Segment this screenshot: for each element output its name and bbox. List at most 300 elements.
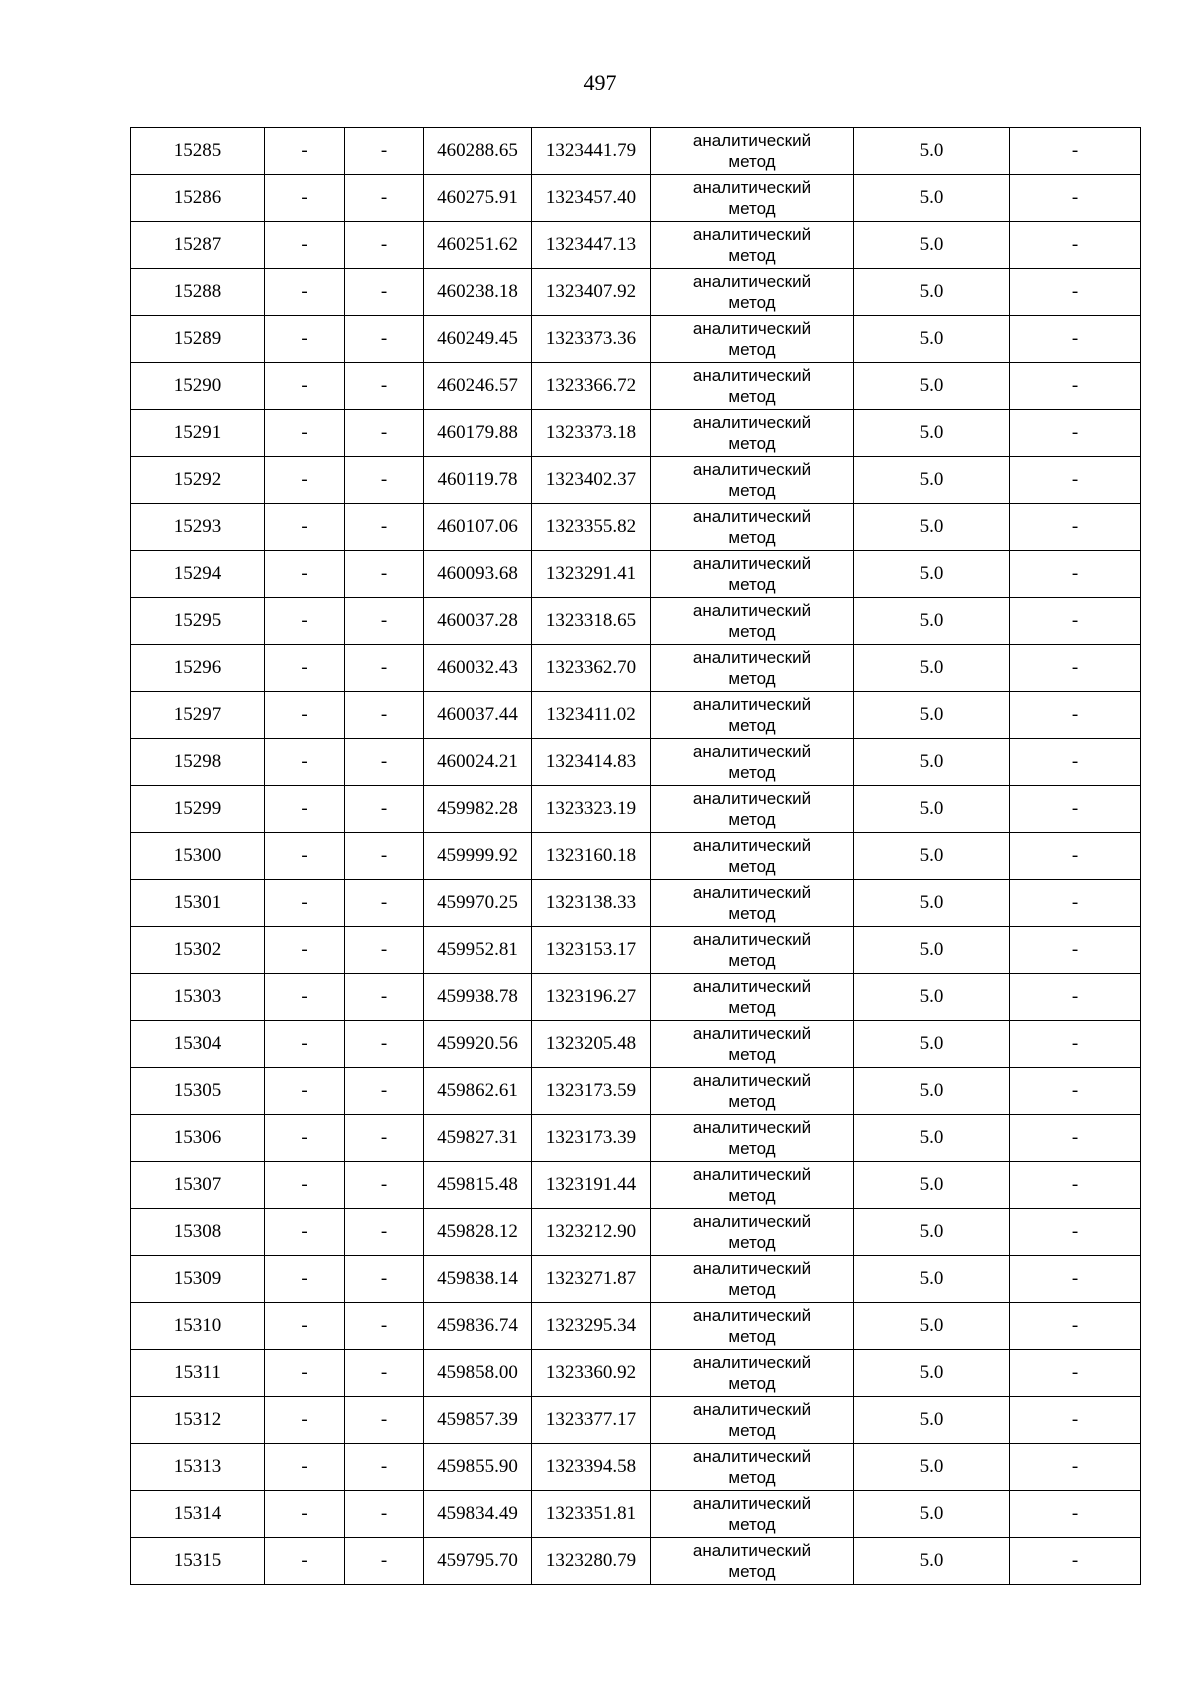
point-id-cell: 15299 — [131, 786, 265, 833]
table-row — [131, 1491, 1141, 1538]
method-cell — [651, 316, 854, 363]
empty-dash-cell: - — [265, 1021, 345, 1068]
y-coordinate-cell: 1323414.83 — [532, 739, 651, 786]
method-cell — [651, 1538, 854, 1585]
method-cell — [651, 128, 854, 175]
empty-dash-cell: - — [265, 269, 345, 316]
y-coordinate-cell: 1323318.65 — [532, 598, 651, 645]
note-cell: - — [1010, 1256, 1141, 1303]
point-id-cell: 15292 — [131, 457, 265, 504]
empty-dash-cell: - — [345, 363, 424, 410]
y-coordinate-cell: 1323377.17 — [532, 1397, 651, 1444]
accuracy-cell: 5.0 — [854, 410, 1010, 457]
method-cell — [651, 786, 854, 833]
x-coordinate-cell: 460249.45 — [424, 316, 532, 363]
accuracy-cell: 5.0 — [854, 1303, 1010, 1350]
x-coordinate-cell: 460107.06 — [424, 504, 532, 551]
method-line-2: метод — [728, 716, 776, 735]
y-coordinate-cell: 1323160.18 — [532, 833, 651, 880]
point-id-cell: 15291 — [131, 410, 265, 457]
table-row — [131, 1444, 1141, 1491]
method-line-1: аналитический — [692, 648, 812, 667]
method-line-1: аналитический — [692, 1212, 812, 1231]
empty-dash-cell: - — [265, 1303, 345, 1350]
note-cell: - — [1010, 504, 1141, 551]
empty-dash-cell: - — [345, 786, 424, 833]
y-coordinate-cell: 1323173.39 — [532, 1115, 651, 1162]
note-cell: - — [1010, 833, 1141, 880]
point-id-cell: 15290 — [131, 363, 265, 410]
page-number: 497 — [583, 70, 617, 95]
y-coordinate-cell: 1323196.27 — [532, 974, 651, 1021]
empty-dash-cell: - — [265, 1397, 345, 1444]
note-cell: - — [1010, 410, 1141, 457]
method-line-1: аналитический — [692, 1306, 812, 1325]
accuracy-cell: 5.0 — [854, 1538, 1010, 1585]
point-id-cell: 15311 — [131, 1350, 265, 1397]
method-line-1: аналитический — [692, 507, 812, 526]
method-line-2: метод — [728, 152, 776, 171]
note-cell: - — [1010, 1068, 1141, 1115]
method-cell — [651, 1068, 854, 1115]
point-id-cell: 15288 — [131, 269, 265, 316]
method-line-1: аналитический — [692, 1494, 812, 1513]
note-cell: - — [1010, 1209, 1141, 1256]
x-coordinate-cell: 459862.61 — [424, 1068, 532, 1115]
method-line-1: аналитический — [692, 1118, 812, 1137]
accuracy-cell: 5.0 — [854, 1397, 1010, 1444]
empty-dash-cell: - — [345, 1115, 424, 1162]
accuracy-cell: 5.0 — [854, 880, 1010, 927]
x-coordinate-cell: 460179.88 — [424, 410, 532, 457]
x-coordinate-cell: 459827.31 — [424, 1115, 532, 1162]
empty-dash-cell: - — [345, 598, 424, 645]
method-line-1: аналитический — [692, 695, 812, 714]
note-cell: - — [1010, 363, 1141, 410]
accuracy-cell: 5.0 — [854, 1350, 1010, 1397]
x-coordinate-cell: 460093.68 — [424, 551, 532, 598]
x-coordinate-cell: 459970.25 — [424, 880, 532, 927]
empty-dash-cell: - — [345, 1162, 424, 1209]
point-id-cell: 15308 — [131, 1209, 265, 1256]
empty-dash-cell: - — [265, 1444, 345, 1491]
accuracy-cell: 5.0 — [854, 927, 1010, 974]
method-line-2: метод — [728, 622, 776, 641]
empty-dash-cell: - — [265, 1068, 345, 1115]
method-line-1: аналитический — [692, 554, 812, 573]
method-cell — [651, 222, 854, 269]
method-line-2: метод — [728, 481, 776, 500]
method-line-1: аналитический — [692, 1071, 812, 1090]
table-row — [131, 128, 1141, 175]
point-id-cell: 15304 — [131, 1021, 265, 1068]
method-line-1: аналитический — [692, 225, 812, 244]
method-line-1: аналитический — [692, 1353, 812, 1372]
accuracy-cell: 5.0 — [854, 786, 1010, 833]
point-id-cell: 15306 — [131, 1115, 265, 1162]
empty-dash-cell: - — [265, 598, 345, 645]
method-line-1: аналитический — [692, 601, 812, 620]
method-cell — [651, 880, 854, 927]
method-line-1: аналитический — [692, 366, 812, 385]
empty-dash-cell: - — [345, 1303, 424, 1350]
note-cell: - — [1010, 645, 1141, 692]
y-coordinate-cell: 1323173.59 — [532, 1068, 651, 1115]
empty-dash-cell: - — [265, 833, 345, 880]
point-id-cell: 15310 — [131, 1303, 265, 1350]
empty-dash-cell: - — [265, 927, 345, 974]
table-row — [131, 1303, 1141, 1350]
x-coordinate-cell: 460238.18 — [424, 269, 532, 316]
method-line-1: аналитический — [692, 742, 812, 761]
point-id-cell: 15305 — [131, 1068, 265, 1115]
x-coordinate-cell: 460119.78 — [424, 457, 532, 504]
method-line-2: метод — [728, 434, 776, 453]
x-coordinate-cell: 459982.28 — [424, 786, 532, 833]
empty-dash-cell: - — [345, 1256, 424, 1303]
empty-dash-cell: - — [345, 1021, 424, 1068]
empty-dash-cell: - — [345, 1491, 424, 1538]
table-row — [131, 269, 1141, 316]
method-line-2: метод — [728, 1374, 776, 1393]
note-cell: - — [1010, 1538, 1141, 1585]
empty-dash-cell: - — [345, 457, 424, 504]
method-cell — [651, 927, 854, 974]
table-row — [131, 739, 1141, 786]
x-coordinate-cell: 460251.62 — [424, 222, 532, 269]
method-cell — [651, 1115, 854, 1162]
point-id-cell: 15289 — [131, 316, 265, 363]
table-row — [131, 880, 1141, 927]
method-cell — [651, 1256, 854, 1303]
note-cell: - — [1010, 551, 1141, 598]
empty-dash-cell: - — [265, 457, 345, 504]
method-line-1: аналитический — [692, 319, 812, 338]
note-cell: - — [1010, 927, 1141, 974]
y-coordinate-cell: 1323447.13 — [532, 222, 651, 269]
method-line-2: метод — [728, 575, 776, 594]
table-row — [131, 1115, 1141, 1162]
y-coordinate-cell: 1323271.87 — [532, 1256, 651, 1303]
empty-dash-cell: - — [345, 1397, 424, 1444]
table-row — [131, 457, 1141, 504]
method-line-2: метод — [728, 951, 776, 970]
point-id-cell: 15285 — [131, 128, 265, 175]
accuracy-cell: 5.0 — [854, 1491, 1010, 1538]
accuracy-cell: 5.0 — [854, 1256, 1010, 1303]
accuracy-cell: 5.0 — [854, 692, 1010, 739]
table-row — [131, 1021, 1141, 1068]
note-cell: - — [1010, 1491, 1141, 1538]
table-row — [131, 551, 1141, 598]
x-coordinate-cell: 460024.21 — [424, 739, 532, 786]
y-coordinate-cell: 1323411.02 — [532, 692, 651, 739]
accuracy-cell: 5.0 — [854, 645, 1010, 692]
empty-dash-cell: - — [265, 1350, 345, 1397]
empty-dash-cell: - — [265, 410, 345, 457]
method-cell — [651, 1491, 854, 1538]
method-line-1: аналитический — [692, 789, 812, 808]
note-cell: - — [1010, 598, 1141, 645]
table-row — [131, 1209, 1141, 1256]
table-row — [131, 316, 1141, 363]
accuracy-cell: 5.0 — [854, 316, 1010, 363]
x-coordinate-cell: 459855.90 — [424, 1444, 532, 1491]
method-line-2: метод — [728, 1280, 776, 1299]
method-line-1: аналитический — [692, 460, 812, 479]
y-coordinate-cell: 1323351.81 — [532, 1491, 651, 1538]
method-cell — [651, 1209, 854, 1256]
empty-dash-cell: - — [265, 175, 345, 222]
y-coordinate-cell: 1323191.44 — [532, 1162, 651, 1209]
empty-dash-cell: - — [265, 880, 345, 927]
accuracy-cell: 5.0 — [854, 222, 1010, 269]
point-id-cell: 15312 — [131, 1397, 265, 1444]
note-cell: - — [1010, 1303, 1141, 1350]
empty-dash-cell: - — [345, 880, 424, 927]
method-cell — [651, 833, 854, 880]
x-coordinate-cell: 459838.14 — [424, 1256, 532, 1303]
empty-dash-cell: - — [265, 316, 345, 363]
x-coordinate-cell: 459836.74 — [424, 1303, 532, 1350]
empty-dash-cell: - — [345, 1068, 424, 1115]
note-cell: - — [1010, 1021, 1141, 1068]
point-id-cell: 15295 — [131, 598, 265, 645]
y-coordinate-cell: 1323366.72 — [532, 363, 651, 410]
x-coordinate-cell: 459858.00 — [424, 1350, 532, 1397]
method-line-2: метод — [728, 528, 776, 547]
x-coordinate-cell: 460037.44 — [424, 692, 532, 739]
note-cell: - — [1010, 175, 1141, 222]
empty-dash-cell: - — [265, 1491, 345, 1538]
x-coordinate-cell: 459938.78 — [424, 974, 532, 1021]
empty-dash-cell: - — [345, 410, 424, 457]
table-row — [131, 175, 1141, 222]
point-id-cell: 15302 — [131, 927, 265, 974]
accuracy-cell: 5.0 — [854, 504, 1010, 551]
method-line-1: аналитический — [692, 930, 812, 949]
method-line-2: метод — [728, 810, 776, 829]
point-id-cell: 15293 — [131, 504, 265, 551]
method-line-1: аналитический — [692, 178, 812, 197]
method-cell — [651, 1303, 854, 1350]
method-line-2: метод — [728, 1515, 776, 1534]
table-row — [131, 645, 1141, 692]
method-cell — [651, 175, 854, 222]
empty-dash-cell: - — [345, 128, 424, 175]
y-coordinate-cell: 1323373.18 — [532, 410, 651, 457]
empty-dash-cell: - — [265, 1162, 345, 1209]
table-row — [131, 504, 1141, 551]
method-cell — [651, 1397, 854, 1444]
method-cell — [651, 1162, 854, 1209]
method-cell — [651, 692, 854, 739]
accuracy-cell: 5.0 — [854, 1209, 1010, 1256]
y-coordinate-cell: 1323441.79 — [532, 128, 651, 175]
note-cell: - — [1010, 457, 1141, 504]
accuracy-cell: 5.0 — [854, 175, 1010, 222]
note-cell: - — [1010, 1397, 1141, 1444]
y-coordinate-cell: 1323355.82 — [532, 504, 651, 551]
method-line-1: аналитический — [692, 883, 812, 902]
y-coordinate-cell: 1323295.34 — [532, 1303, 651, 1350]
empty-dash-cell: - — [265, 1538, 345, 1585]
method-line-2: метод — [728, 1562, 776, 1581]
y-coordinate-cell: 1323153.17 — [532, 927, 651, 974]
method-line-1: аналитический — [692, 272, 812, 291]
table-row — [131, 1350, 1141, 1397]
accuracy-cell: 5.0 — [854, 974, 1010, 1021]
method-line-2: метод — [728, 669, 776, 688]
method-line-2: метод — [728, 387, 776, 406]
y-coordinate-cell: 1323394.58 — [532, 1444, 651, 1491]
y-coordinate-cell: 1323457.40 — [532, 175, 651, 222]
method-cell — [651, 457, 854, 504]
x-coordinate-cell: 460288.65 — [424, 128, 532, 175]
table-row — [131, 974, 1141, 1021]
y-coordinate-cell: 1323362.70 — [532, 645, 651, 692]
method-cell — [651, 1444, 854, 1491]
point-id-cell: 15301 — [131, 880, 265, 927]
method-line-2: метод — [728, 1139, 776, 1158]
method-cell — [651, 504, 854, 551]
note-cell: - — [1010, 1444, 1141, 1491]
accuracy-cell: 5.0 — [854, 1162, 1010, 1209]
method-cell — [651, 598, 854, 645]
table-row — [131, 1162, 1141, 1209]
method-line-1: аналитический — [692, 1400, 812, 1419]
empty-dash-cell: - — [265, 974, 345, 1021]
point-id-cell: 15303 — [131, 974, 265, 1021]
empty-dash-cell: - — [345, 551, 424, 598]
table-body — [131, 128, 1141, 1585]
point-id-cell: 15287 — [131, 222, 265, 269]
empty-dash-cell: - — [265, 786, 345, 833]
method-line-2: метод — [728, 857, 776, 876]
point-id-cell: 15313 — [131, 1444, 265, 1491]
accuracy-cell: 5.0 — [854, 1115, 1010, 1162]
point-id-cell: 15315 — [131, 1538, 265, 1585]
empty-dash-cell: - — [345, 927, 424, 974]
empty-dash-cell: - — [345, 833, 424, 880]
empty-dash-cell: - — [345, 645, 424, 692]
empty-dash-cell: - — [345, 1350, 424, 1397]
accuracy-cell: 5.0 — [854, 363, 1010, 410]
accuracy-cell: 5.0 — [854, 128, 1010, 175]
point-id-cell: 15309 — [131, 1256, 265, 1303]
method-line-1: аналитический — [692, 836, 812, 855]
x-coordinate-cell: 460275.91 — [424, 175, 532, 222]
empty-dash-cell: - — [345, 504, 424, 551]
accuracy-cell: 5.0 — [854, 1444, 1010, 1491]
accuracy-cell: 5.0 — [854, 833, 1010, 880]
note-cell: - — [1010, 1162, 1141, 1209]
method-cell — [651, 1350, 854, 1397]
x-coordinate-cell: 459815.48 — [424, 1162, 532, 1209]
y-coordinate-cell: 1323323.19 — [532, 786, 651, 833]
method-cell — [651, 269, 854, 316]
empty-dash-cell: - — [265, 128, 345, 175]
method-line-2: метод — [728, 998, 776, 1017]
note-cell: - — [1010, 692, 1141, 739]
empty-dash-cell: - — [345, 739, 424, 786]
point-id-cell: 15296 — [131, 645, 265, 692]
empty-dash-cell: - — [265, 551, 345, 598]
method-line-2: метод — [728, 1092, 776, 1111]
point-id-cell: 15297 — [131, 692, 265, 739]
method-cell — [651, 645, 854, 692]
method-cell — [651, 1021, 854, 1068]
method-line-2: метод — [728, 1186, 776, 1205]
note-cell: - — [1010, 880, 1141, 927]
y-coordinate-cell: 1323138.33 — [532, 880, 651, 927]
x-coordinate-cell: 459828.12 — [424, 1209, 532, 1256]
note-cell: - — [1010, 316, 1141, 363]
y-coordinate-cell: 1323407.92 — [532, 269, 651, 316]
accuracy-cell: 5.0 — [854, 551, 1010, 598]
y-coordinate-cell: 1323373.36 — [532, 316, 651, 363]
note-cell: - — [1010, 128, 1141, 175]
empty-dash-cell: - — [345, 316, 424, 363]
method-line-2: метод — [728, 1468, 776, 1487]
x-coordinate-cell: 459857.39 — [424, 1397, 532, 1444]
method-line-1: аналитический — [692, 1447, 812, 1466]
empty-dash-cell: - — [345, 974, 424, 1021]
table-row — [131, 1397, 1141, 1444]
empty-dash-cell: - — [345, 222, 424, 269]
method-line-1: аналитический — [692, 1024, 812, 1043]
coordinates-table — [130, 127, 1141, 1585]
y-coordinate-cell: 1323212.90 — [532, 1209, 651, 1256]
method-line-2: метод — [728, 1421, 776, 1440]
empty-dash-cell: - — [265, 1256, 345, 1303]
method-line-2: метод — [728, 1233, 776, 1252]
method-cell — [651, 410, 854, 457]
method-cell — [651, 974, 854, 1021]
accuracy-cell: 5.0 — [854, 1021, 1010, 1068]
y-coordinate-cell: 1323402.37 — [532, 457, 651, 504]
empty-dash-cell: - — [345, 692, 424, 739]
x-coordinate-cell: 459952.81 — [424, 927, 532, 974]
point-id-cell: 15286 — [131, 175, 265, 222]
method-cell — [651, 363, 854, 410]
x-coordinate-cell: 459999.92 — [424, 833, 532, 880]
x-coordinate-cell: 460246.57 — [424, 363, 532, 410]
x-coordinate-cell: 460037.28 — [424, 598, 532, 645]
x-coordinate-cell: 459834.49 — [424, 1491, 532, 1538]
method-line-2: метод — [728, 1327, 776, 1346]
table-row — [131, 363, 1141, 410]
accuracy-cell: 5.0 — [854, 739, 1010, 786]
table-row — [131, 410, 1141, 457]
empty-dash-cell: - — [265, 363, 345, 410]
empty-dash-cell: - — [265, 692, 345, 739]
table-row — [131, 222, 1141, 269]
method-cell — [651, 551, 854, 598]
method-line-1: аналитический — [692, 413, 812, 432]
empty-dash-cell: - — [265, 645, 345, 692]
point-id-cell: 15298 — [131, 739, 265, 786]
accuracy-cell: 5.0 — [854, 457, 1010, 504]
note-cell: - — [1010, 739, 1141, 786]
method-line-1: аналитический — [692, 977, 812, 996]
y-coordinate-cell: 1323291.41 — [532, 551, 651, 598]
x-coordinate-cell: 459920.56 — [424, 1021, 532, 1068]
empty-dash-cell: - — [265, 222, 345, 269]
method-line-2: метод — [728, 340, 776, 359]
table-row — [131, 833, 1141, 880]
method-line-2: метод — [728, 293, 776, 312]
